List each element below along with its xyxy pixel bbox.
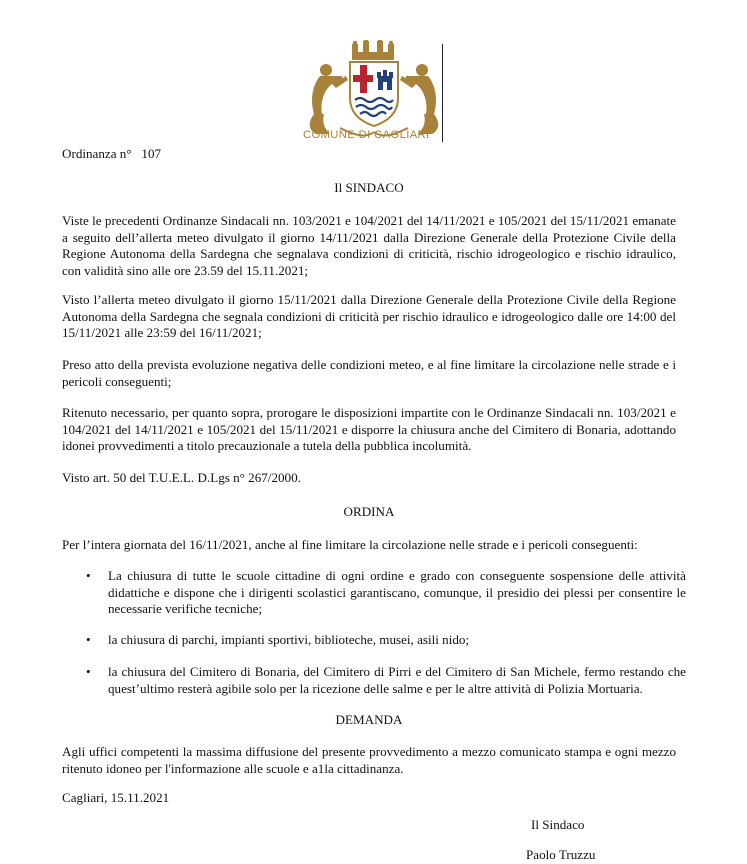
place-date: Cagliari, 15.11.2021	[62, 790, 170, 805]
paragraph-visto-tuel: Visto art. 50 del T.U.E.L. D.Lgs n° 267/2000.	[62, 470, 301, 485]
bullet-icon: •	[86, 664, 91, 679]
ordinance-label: Ordinanza n°	[62, 146, 132, 161]
bullet-icon: •	[86, 568, 91, 583]
paragraph-visto-allerta: Visto l’allerta meteo divulgato il giorno 15/11/2021 dalla Direzione Generale della Protezione Civile della Regione Autonoma della Sardegna che segnala condizioni di criticità per rischio idraulico e idrogeologico dalle ore 14:00 del 15/11/2021 alle 23:59 del 16/11/2021;	[62, 292, 676, 341]
list-item-text: La chiusura di tutte le scuole cittadine di ogni ordine e grado con conseguente sospensione delle attività didattiche e dispone che i dirigenti scolastici garantiscano, comunque, il presidio dei plessi per consentire le necessarie verifiche tecniche;	[108, 568, 686, 617]
list-item-text: la chiusura del Cimitero di Bonaria, del Cimitero di Pirri e del Cimitero di San Michele, fermo restando che quest’ultimo resterà agibile solo per la ricezione delle salme e per le altre attività di Polizia Mortuaria.	[108, 664, 686, 696]
ordinance-header	[62, 146, 161, 163]
signature-role: Il Sindaco	[531, 817, 585, 832]
ordinance-number: 107	[141, 146, 162, 161]
logo-wordmark: COMUNE DI CAGLIARI	[303, 129, 430, 141]
paragraph-ritenuto: Ritenuto necessario, per quanto sopra, prorogare le disposizioni impartite con le Ordinanze Sindacali nn. 103/2021 e 104/2021 del 14/11/2021 e 105/2021 del 15/11/2021 e disporre la chiusura anche del Cimitero di Bonaria, adottando idonei provvedimenti a titolo precauzionale a tutela della pubblica incolumità.	[62, 405, 676, 454]
list-item-text: la chiusura di parchi, impianti sportivi, biblioteche, musei, asili nido;	[108, 632, 470, 647]
demanda-text: Agli uffici competenti la massima diffusione del presente provvedimento a mezzo comunicato stampa e ogni mezzo ritenuto idoneo per l'informazione alle scuole e a1la cittadinanza.	[62, 744, 676, 776]
signature-name: Paolo Truzzu	[526, 847, 596, 862]
ordina-intro: Per l’intera giornata del 16/11/2021, anche al fine limitare la circolazione nelle strade e i pericoli conseguenti:	[62, 537, 638, 552]
logo-divider	[442, 44, 443, 142]
paragraph-viste: Viste le precedenti Ordinanze Sindacali nn. 103/2021 e 104/2021 del 14/11/2021 e 105/2021 del 15/11/2021 emanate a seguito dell’allerta meteo divulgato il giorno 14/11/2021 dalla Direzione Generale della Protezione Civile della Regione Autonoma della Sardegna che segnalava condizioni di criticità, rischio idrogeologico e rischio idraulico, con validità sino alle ore 23.59 del 15.11.2021;	[62, 213, 676, 278]
ordina-heading: ORDINA	[343, 504, 395, 519]
page-title: Il SINDACO	[334, 180, 404, 195]
paragraph-preso-atto: Preso atto della prevista evoluzione negativa delle condizioni meteo, e al fine limitare la circolazione nelle strade e i pericoli conseguenti;	[62, 357, 676, 389]
bullet-icon: •	[86, 632, 91, 647]
demanda-heading: DEMANDA	[335, 712, 403, 727]
